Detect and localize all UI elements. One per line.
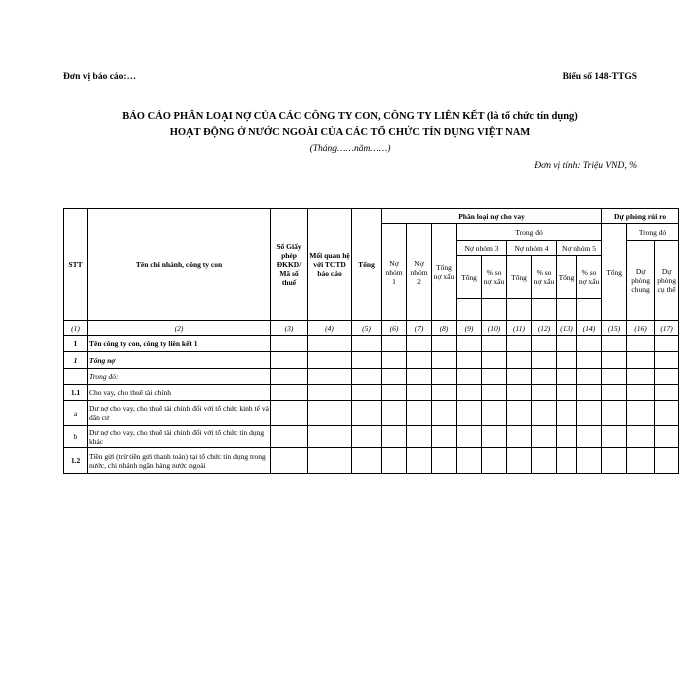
empty-cell: [627, 426, 655, 448]
empty-cell: [577, 401, 602, 426]
empty-cell: [407, 401, 432, 426]
report-period: (Tháng……năm……): [309, 144, 391, 154]
empty-cell: [532, 426, 557, 448]
empty-cell: [577, 426, 602, 448]
empty-cell: [482, 385, 507, 401]
empty-cell: [482, 352, 507, 369]
empty-cell: [352, 448, 382, 474]
row-stt: a: [64, 401, 88, 426]
column-number-cell: (14): [577, 321, 602, 336]
empty-cell: [352, 401, 382, 426]
empty-cell: [352, 352, 382, 369]
table-row: [64, 448, 679, 474]
column-number-cell: (17): [655, 321, 679, 336]
empty-cell: [532, 352, 557, 369]
header-debt-group-2: Nợ nhóm 2: [407, 224, 432, 321]
empty-cell: [532, 448, 557, 474]
empty-cell: [627, 401, 655, 426]
empty-cell: [382, 426, 407, 448]
empty-cell: [308, 336, 352, 352]
row-label: Dư nợ cho vay, cho thuê tài chính đối với tổ chức kinh tế và dân cư: [88, 401, 271, 426]
empty-cell: [432, 352, 457, 369]
row-stt: b: [64, 426, 88, 448]
header-total: Tổng: [352, 209, 382, 321]
empty-cell: [507, 336, 532, 352]
empty-cell: [532, 385, 557, 401]
empty-cell: [482, 369, 507, 385]
empty-cell: [627, 385, 655, 401]
empty-cell: [382, 385, 407, 401]
empty-cell: [457, 352, 482, 369]
empty-cell: [482, 401, 507, 426]
row-label: Tổng nợ: [88, 352, 271, 369]
row-stt: I: [64, 336, 88, 352]
row-stt: 1: [64, 352, 88, 369]
column-number-cell: (11): [507, 321, 532, 336]
form-number: Biểu số 148-TTGS: [562, 72, 637, 82]
row-label: Tên công ty con, công ty liên kết 1: [88, 336, 271, 352]
header-risk-provision: Dự phòng rủi ro: [602, 209, 679, 224]
header-filler: [557, 299, 577, 321]
header-filler: [577, 299, 602, 321]
empty-cell: [457, 385, 482, 401]
column-number-cell: (12): [532, 321, 557, 336]
empty-cell: [602, 336, 627, 352]
empty-cell: [577, 369, 602, 385]
header-filler: [532, 299, 557, 321]
header-loan-classification: Phân loại nợ cho vay: [382, 209, 602, 224]
empty-cell: [432, 401, 457, 426]
header-group4-total: Tổng: [507, 256, 532, 299]
column-number-cell: (3): [271, 321, 308, 336]
header-group5-pct: % so nợ xấu: [577, 256, 602, 299]
empty-cell: [457, 448, 482, 474]
column-number-cell: (15): [602, 321, 627, 336]
header-provision-total: Tổng: [602, 224, 627, 321]
empty-cell: [507, 352, 532, 369]
empty-cell: [507, 401, 532, 426]
empty-cell: [532, 369, 557, 385]
empty-cell: [308, 426, 352, 448]
empty-cell: [577, 448, 602, 474]
empty-cell: [507, 369, 532, 385]
empty-cell: [557, 448, 577, 474]
empty-cell: [352, 369, 382, 385]
empty-cell: [407, 448, 432, 474]
column-number-cell: (16): [627, 321, 655, 336]
empty-cell: [382, 369, 407, 385]
empty-cell: [308, 401, 352, 426]
empty-cell: [271, 336, 308, 352]
empty-cell: [507, 426, 532, 448]
empty-cell: [655, 448, 679, 474]
empty-cell: [602, 401, 627, 426]
table-row: [64, 336, 679, 352]
empty-cell: [308, 385, 352, 401]
empty-cell: [457, 369, 482, 385]
empty-cell: [457, 426, 482, 448]
empty-cell: [602, 369, 627, 385]
column-number-cell: (1): [64, 321, 88, 336]
column-number-cell: (6): [382, 321, 407, 336]
header-group4-pct: % so nợ xấu: [532, 256, 557, 299]
empty-cell: [382, 336, 407, 352]
header-group3-total: Tổng: [457, 256, 482, 299]
table-row: [64, 385, 679, 401]
loan-classification-table: [63, 208, 679, 474]
table-row: [64, 352, 679, 369]
empty-cell: [532, 401, 557, 426]
empty-cell: [655, 385, 679, 401]
empty-cell: [602, 426, 627, 448]
empty-cell: [482, 336, 507, 352]
header-stt: STT: [64, 209, 88, 321]
empty-cell: [577, 385, 602, 401]
empty-cell: [432, 369, 457, 385]
header-relationship: Mối quan hệ với TCTD báo cáo: [308, 209, 352, 321]
empty-cell: [507, 385, 532, 401]
reporting-unit-label: Đơn vị báo cáo:…: [63, 72, 137, 82]
empty-cell: [308, 448, 352, 474]
header-debt-group-4: Nợ nhóm 4: [507, 241, 557, 256]
column-number-cell: (2): [88, 321, 271, 336]
empty-cell: [432, 385, 457, 401]
row-label: Tiền gửi (trừ tiền gửi thanh toán) tại tổ chức tín dụng trong nước, chi nhánh ngân hàng nước ngoài: [88, 448, 271, 474]
empty-cell: [352, 426, 382, 448]
header-group3-pct: % so nợ xấu: [482, 256, 507, 299]
empty-cell: [577, 336, 602, 352]
empty-cell: [602, 352, 627, 369]
unit-of-measure: Đơn vị tính: Triệu VND, %: [534, 161, 637, 171]
empty-cell: [655, 369, 679, 385]
empty-cell: [271, 448, 308, 474]
empty-cell: [271, 385, 308, 401]
header-debt-group-1: Nợ nhóm 1: [382, 224, 407, 321]
empty-cell: [382, 401, 407, 426]
empty-cell: [407, 352, 432, 369]
empty-cell: [557, 426, 577, 448]
empty-cell: [557, 336, 577, 352]
empty-cell: [627, 352, 655, 369]
empty-cell: [602, 385, 627, 401]
row-label: Cho vay, cho thuê tài chính: [88, 385, 271, 401]
empty-cell: [627, 369, 655, 385]
empty-cell: [507, 448, 532, 474]
empty-cell: [457, 401, 482, 426]
table-row: [64, 369, 679, 385]
header-specific-provision: Dự phòng cụ thể: [655, 241, 679, 321]
report-title-line2: HOẠT ĐỘNG Ở NƯỚC NGOÀI CỦA CÁC TỔ CHỨC TÍN DỤNG VIỆT NAM: [169, 127, 531, 138]
header-license-tax-code: Số Giấy phép ĐKKD/ Mã số thuế: [271, 209, 308, 321]
empty-cell: [308, 369, 352, 385]
empty-cell: [482, 426, 507, 448]
header-general-provision: Dự phòng chung: [627, 241, 655, 321]
column-number-cell: (7): [407, 321, 432, 336]
empty-cell: [271, 352, 308, 369]
column-number-cell: (8): [432, 321, 457, 336]
header-of-which: Trong đó: [457, 224, 602, 241]
column-number-cell: (9): [457, 321, 482, 336]
empty-cell: [557, 352, 577, 369]
empty-cell: [557, 369, 577, 385]
table-row: [64, 401, 679, 426]
empty-cell: [627, 448, 655, 474]
row-stt: [64, 369, 88, 385]
empty-cell: [407, 369, 432, 385]
empty-cell: [655, 401, 679, 426]
empty-cell: [432, 426, 457, 448]
header-total-bad-debt: Tổng nợ xấu: [432, 224, 457, 321]
empty-cell: [482, 448, 507, 474]
empty-cell: [457, 336, 482, 352]
column-number-cell: (5): [352, 321, 382, 336]
header-branch-name: Tên chi nhánh, công ty con: [88, 209, 271, 321]
header-filler: [482, 299, 507, 321]
table-body: [64, 336, 679, 474]
empty-cell: [271, 369, 308, 385]
header-group5-total: Tổng: [557, 256, 577, 299]
table-row: [64, 426, 679, 448]
empty-cell: [271, 401, 308, 426]
column-number-cell: (4): [308, 321, 352, 336]
report-title-line1: BÁO CÁO PHÂN LOẠI NỢ CỦA CÁC CÔNG TY CON, CÔNG TY LIÊN KẾT (là tổ chức tín dụng): [122, 111, 578, 122]
empty-cell: [627, 336, 655, 352]
empty-cell: [407, 336, 432, 352]
empty-cell: [432, 448, 457, 474]
empty-cell: [577, 352, 602, 369]
empty-cell: [655, 336, 679, 352]
row-label: Trong đó:: [88, 369, 271, 385]
empty-cell: [532, 336, 557, 352]
row-label: Dư nợ cho vay, cho thuê tài chính đối với tổ chức tín dụng khác: [88, 426, 271, 448]
column-number-row: [64, 321, 679, 336]
empty-cell: [655, 352, 679, 369]
empty-cell: [557, 401, 577, 426]
empty-cell: [382, 448, 407, 474]
empty-cell: [271, 426, 308, 448]
column-number-cell: (10): [482, 321, 507, 336]
header-filler: [507, 299, 532, 321]
row-stt: 1.2: [64, 448, 88, 474]
empty-cell: [655, 426, 679, 448]
empty-cell: [602, 448, 627, 474]
header-debt-group-5: Nợ nhóm 5: [557, 241, 602, 256]
empty-cell: [407, 426, 432, 448]
header-debt-group-3: Nợ nhóm 3: [457, 241, 507, 256]
empty-cell: [407, 385, 432, 401]
header-provision-of-which: Trong đó: [627, 224, 679, 241]
empty-cell: [382, 352, 407, 369]
header-filler: [457, 299, 482, 321]
empty-cell: [557, 385, 577, 401]
empty-cell: [308, 352, 352, 369]
column-number-cell: (13): [557, 321, 577, 336]
row-stt: 1.1: [64, 385, 88, 401]
empty-cell: [352, 336, 382, 352]
empty-cell: [352, 385, 382, 401]
empty-cell: [432, 336, 457, 352]
